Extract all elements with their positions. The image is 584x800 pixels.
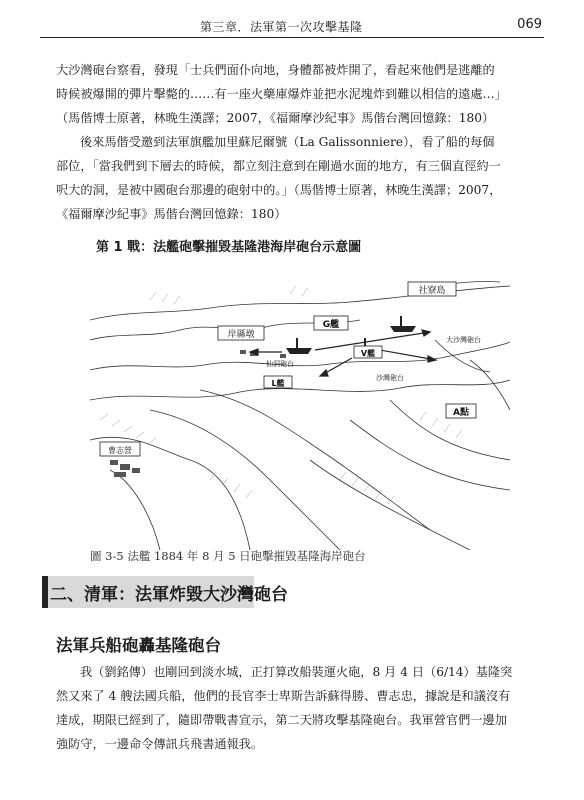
coastline [435,340,490,372]
coastline [200,390,430,530]
paragraph-2 [56,130,534,226]
warship-mast [400,316,402,326]
warship [390,326,416,332]
label-a-point: A點 [453,408,469,418]
label-shawan-battery: 沙灣砲台 [376,374,404,382]
arrowhead [428,356,436,362]
paragraph-3-line: 我（劉銘傳）也剛回到淡水城，正打算改船裝運火砲，8 月 4 日（6/14）基隆突 [80,665,513,679]
chapter-title: 第三章．法軍第一次攻擊基隆 [200,20,363,34]
building [240,350,246,354]
label-angliao: 岸縣墩 [227,330,255,340]
arrowhead [320,370,328,376]
terrain-hatching [340,472,394,504]
coastline [90,380,510,400]
running-header [40,16,544,38]
section-title: 二、清軍：法軍炸毀大沙灣砲台 [50,585,288,605]
paragraph-1-line: （馬偕博士原著，林晚生漢譯；2007，《福爾摩沙紀事》馬偕台灣回憶錄：180） [56,111,495,125]
paragraph-3-line: 強防守，一邊命令傳訊兵飛書通報我。 [56,737,264,751]
terrain-hatching [150,286,308,304]
building [280,354,286,358]
label-xiandong-battery: 仙洞砲台 [266,360,294,368]
paragraph-2-line: 後來馬偕受邀到法軍旗艦加里蘇尼爾號（La Galissonniere），看了船的每個 [80,135,495,149]
label-g-ship: G艦 [322,320,340,330]
paragraph-3-line: 然又來了 4 艘法國兵船，他們的長官李士卑斯告訴蘇得勝、曹志忠，據說是和議沒有 [56,689,511,703]
building [132,468,140,473]
paragraph-1-line: 大沙灣砲台察看，發現「士兵們面仆向地，身體都被炸開了，看起來他們是逃離的 [56,63,495,77]
header-rule [40,37,544,38]
paragraph-2-line: 部位，「當我們到下層去的時候，都立刻注意到在剛過水面的地方，有三個直徑約一 [56,159,501,173]
paragraph-3-line: 達成，期限已經到了，隨即帶戰書宣示，第二天將攻擊基隆砲台。我軍營官們一邊加 [56,713,507,727]
terrain-hatching [100,414,156,444]
label-l-ship: L艦 [271,379,285,388]
paragraph-2-line: 《福爾摩沙紀事》馬偕台灣回憶錄：180） [56,207,287,221]
coastline [110,470,160,550]
paragraph-3 [56,660,534,756]
label-dashawan-battery: 大沙灣砲台 [446,336,481,344]
subsection-title: 法軍兵船砲轟基隆砲台 [56,636,221,655]
coastline [310,460,470,550]
warship-mast [296,338,298,348]
figure-heading: 第 1 戰：法艦砲擊摧毀基隆港海岸砲台示意圖 [96,240,362,255]
coastline [90,342,510,370]
label-v-ship: V艦 [360,349,376,358]
figure-caption: 圖 3-5 法艦 1884 年 8 月 5 日砲擊摧毀基隆海岸砲台 [90,549,366,563]
paragraph-1 [56,58,534,130]
building [120,464,130,470]
warship [286,348,312,354]
arrowhead [422,330,430,336]
building [114,472,126,477]
label-sheliao: 社寮島 [418,286,446,296]
paragraph-1-line: 時候被爆開的彈片擊斃的……有一座火藥庫爆炸並把水泥塊炸到難以相信的遠處…」 [56,87,507,101]
harbor-sketch-figure [90,280,510,550]
building [110,460,118,465]
paragraph-2-line: 呎大的洞，是被中國砲台那邊的砲射中的。」（馬偕博士原著，林晚生漢譯；2007， [56,183,502,197]
label-caozhi-camp: 曹志營 [108,446,132,455]
page-number: 069 [517,17,542,32]
